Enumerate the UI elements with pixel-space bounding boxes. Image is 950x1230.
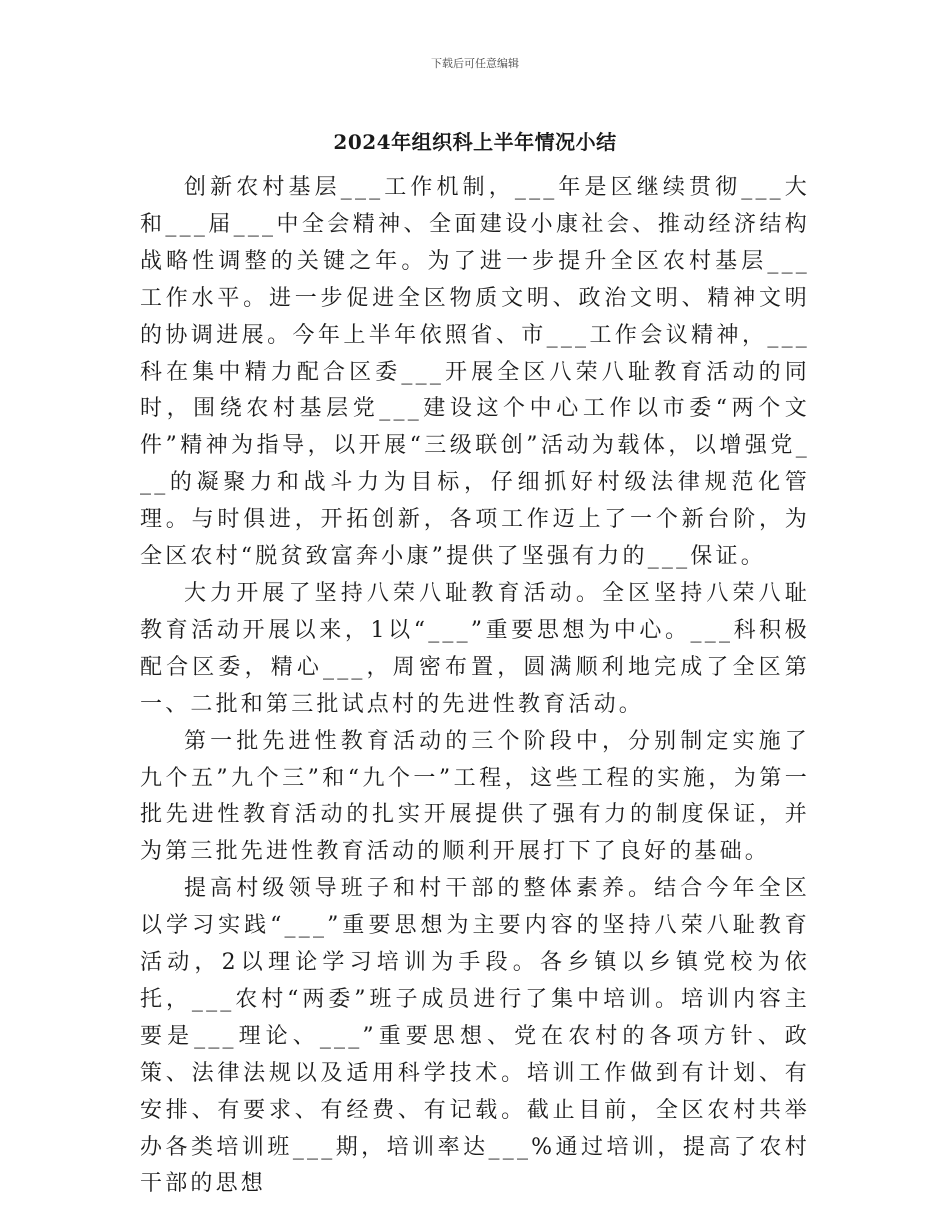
document-body [140,170,810,1203]
paragraph-1: 创新农村基层___工作机制，___年是区继续贯彻___大和___届___中全会精神、全面建设小康社会、推动经济结构战略性调整的关键之年。为了进一步提升全区农村基层___工作水平。进一步促进全区物质文明、政治文明、精神文明的协调进展。今年上半年依照省、市___工作会议精神，___科在集中精力配合区委___开展全区八荣八耻教育活动的同时，围绕农村基层党___建设这个中心工作以市委“两个文件”精神为指导，以开展“三级联创”活动为载体，以增强党___的凝聚力和战斗力为目标，仔细抓好村级法律规范化管理。与时俱进，开拓创新，各项工作迈上了一个新台阶，为全区农村“脱贫致富奔小康”提供了坚强有力的___保证。 [140,175,810,570]
paragraph-2: 大力开展了坚持八荣八耻教育活动。全区坚持八荣八耻教育活动开展以来，1以“___”重要思想为中心。___科积极配合区委，精心___，周密布置，圆满顺利地完成了全区第一、二批和第三批试点村的先进性教育活动。 [140,580,810,717]
document-title: 2024年组织科上半年情况小结 [333,130,617,154]
paragraph-3: 第一批先进性教育活动的三个阶段中，分别制定实施了九个五”九个三”和“九个一”工程，这些工程的实施，为第一批先进性教育活动的扎实开展提供了强有力的制度保证，并为第三批先进性教育活动的顺利开展打下了良好的基础。 [140,728,810,865]
paragraph-4: 提高村级领导班子和村干部的整体素养。结合今年全区以学习实践“___”重要思想为主要内容的坚持八荣八耻教育活动，2以理论学习培训为手段。各乡镇以乡镇党校为依托，___农村“两委”班子成员进行了集中培训。培训内容主要是___理论、___”重要思想、党在农村的各项方针、政策、法律法规以及适用科学技术。培训工作做到有计划、有安排、有要求、有经费、有记载。截止目前，全区农村共举办各类培训班___期，培训率达___%通过培训，提高了农村干部的思想 [140,876,810,1197]
header-note: 下载后可任意编辑 [431,57,519,70]
